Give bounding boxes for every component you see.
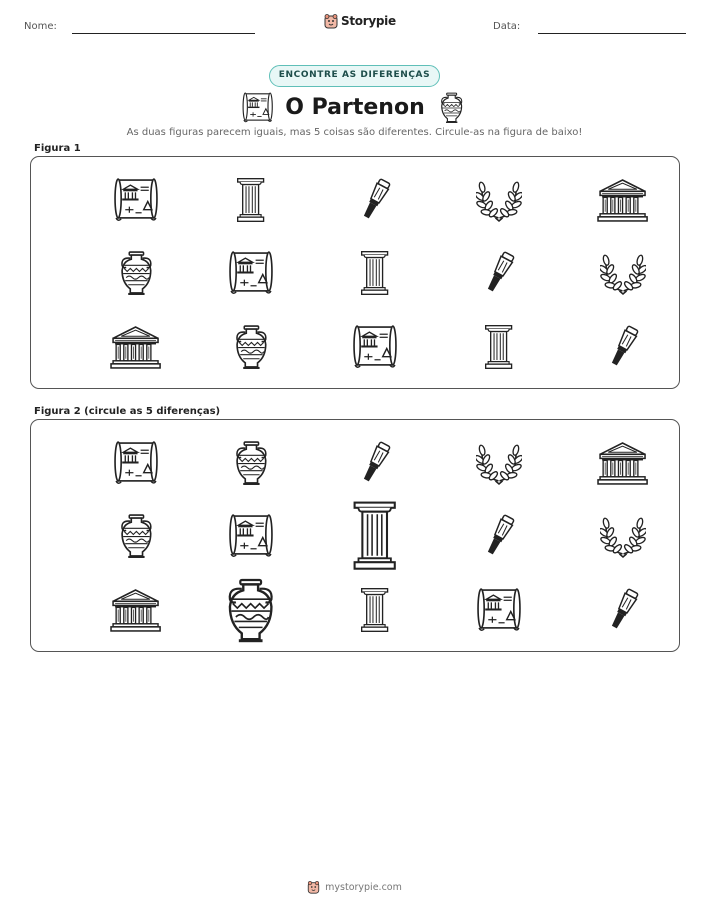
activity-badge: ENCONTRE AS DIFERENÇAS [269, 65, 440, 87]
chisel-icon [605, 324, 642, 370]
storypie-mascot-icon [307, 880, 320, 894]
brand-logo [324, 13, 396, 29]
figure1-panel [30, 156, 680, 389]
name-label: Nome: [24, 21, 57, 32]
amphora-icon[interactable] [233, 440, 270, 486]
blueprint-scroll-icon[interactable] [228, 513, 274, 559]
date-field[interactable] [538, 33, 686, 34]
laurel-wreath-icon [476, 177, 522, 223]
temple-icon [110, 324, 161, 370]
date-label: Data: [493, 21, 521, 32]
figure2-label: Figura 2 (circule as 5 diferenças) [34, 406, 221, 417]
chisel-icon [357, 177, 394, 223]
amphora-icon [118, 250, 155, 296]
figure1-label: Figura 1 [34, 143, 81, 154]
figure2-panel[interactable] [30, 419, 680, 652]
blueprint-scroll-icon[interactable] [476, 587, 522, 633]
blueprint-scroll-icon[interactable] [113, 440, 159, 486]
laurel-wreath-icon[interactable] [476, 440, 522, 486]
chisel-icon[interactable] [357, 440, 394, 486]
page-title: O Partenon [285, 94, 425, 120]
laurel-wreath-icon[interactable] [600, 513, 646, 559]
name-field[interactable] [72, 33, 255, 34]
column-icon [360, 250, 389, 296]
instructions: As duas figuras parecem iguais, mas 5 coisas são diferentes. Circule-as na figura de baixo! [126, 127, 583, 138]
temple-icon [597, 177, 648, 223]
amphora-icon[interactable] [224, 577, 277, 644]
title-blueprint-scroll-icon [241, 91, 273, 123]
amphora-icon [233, 324, 270, 370]
storypie-mascot-icon [324, 13, 338, 29]
temple-icon[interactable] [110, 587, 161, 633]
footer-site[interactable]: mystorypie.com [325, 881, 402, 893]
title-amphora-icon [437, 91, 465, 123]
blueprint-scroll-icon [352, 324, 398, 370]
chisel-icon[interactable] [481, 513, 518, 559]
column-icon [236, 177, 265, 223]
column-icon[interactable] [352, 500, 397, 571]
chisel-icon[interactable] [605, 587, 642, 633]
title-row [238, 90, 468, 124]
blueprint-scroll-icon [228, 250, 274, 296]
column-icon[interactable] [360, 587, 389, 633]
laurel-wreath-icon [600, 250, 646, 296]
amphora-icon[interactable] [118, 513, 155, 559]
brand-name: Storypie [341, 14, 396, 28]
temple-icon[interactable] [597, 440, 648, 486]
footer [0, 880, 709, 894]
chisel-icon [481, 250, 518, 296]
blueprint-scroll-icon [113, 177, 159, 223]
column-icon [484, 324, 513, 370]
